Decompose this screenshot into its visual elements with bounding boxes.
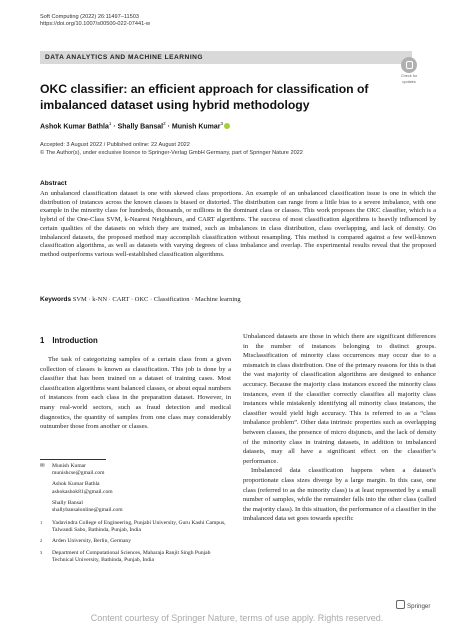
publication-dates — [40, 142, 303, 157]
corresponding-contacts — [40, 463, 123, 514]
keywords — [40, 296, 241, 303]
springer-horse-icon — [396, 600, 405, 609]
author-affiliation-mark: 2 — [163, 121, 166, 126]
keywords-list: SVM · k-NN · CART · OKC · Classification · Machine learning — [72, 296, 241, 303]
check-updates-label-2: updates — [402, 79, 416, 84]
orcid-icon[interactable] — [224, 123, 230, 129]
intro-right-column — [243, 332, 436, 524]
paper-title: OKC classifier: an efficient approach for classification of imbalanced dataset using hybrid methodology — [40, 82, 369, 112]
contact-email[interactable]: shallybansalonline@gmail.com — [52, 507, 123, 514]
affiliation-item: 2 Arden University, Berlin, Germany — [40, 538, 132, 545]
courtesy-footer: Content courtesy of Springer Nature, terms of use apply. Rights reserved. — [90, 613, 384, 623]
footnote-divider — [40, 459, 106, 460]
section-title: Introduction — [52, 336, 98, 345]
affiliation-item: 1 Yadavindra College of Engineering, Punjabi University, Guru Kashi Campus, Talwandi Sabo, Bathinda, Punjab, India — [40, 520, 226, 534]
check-for-updates-button[interactable] — [398, 57, 420, 84]
journal-citation — [40, 14, 150, 28]
author-separator: · — [111, 123, 118, 131]
intro-right-paragraph-2: Imbalanced data classification happens when a dataset’s proportionate class sizes diverge by a large margin. In this case, one class (referred to as the minority class) is at least represented by a small number of samples, while the remainder falls into the other class (called the majority class). In this situation, the performance of a classifier in the imbalanced data set goes towards specific — [243, 467, 436, 523]
publisher-logo — [396, 600, 430, 610]
intro-right-paragraph-1: Unbalanced datasets are those in which there are significant differences in the number of instances belonging to distinct groups. Misclassification of minority class occurrences may occur due to a mismatch in class distribution. One of the primary reasons for this is that the vast majority of classification algorithms are designed to enhance accuracy. Because the majority class instances exceed the minority class instances, even if the classifier correctly classifies all majority class instances while mistakenly identifying all minority class instances, the classifier would yield high accuracy. This is referred to as a “class imbalance problem”. Other data intrinsic properties such as overlapping between classes, the presence of micro disjuncts, and the lack of density of the minority class in training datasets, in addition to imbalanced datasets, may all have a significant effect on the classifier’s performance. — [243, 333, 436, 465]
contact-email[interactable]: ashokashok81@gmail.com — [52, 488, 113, 495]
keywords-label: Keywords — [40, 296, 72, 303]
copyright-line: © The Author(s), under exclusive licence to Springer-Verlag GmbH Germany, part of Springer Nature 2022 — [40, 149, 303, 156]
contact-name: Ashok Kumar Bathla — [52, 481, 100, 488]
affiliation-item: 3 Department of Computational Sciences, Maharaja Ranjit Singh Punjab Technical University, Bathinda, Punjab, India — [40, 549, 211, 563]
author-affiliation-mark: 1 — [108, 121, 112, 126]
contact-email[interactable]: munishcse@gmail.com — [52, 470, 105, 477]
author-list — [40, 121, 230, 130]
publisher-name: Springer — [407, 603, 431, 610]
author-name[interactable]: Munish Kumar — [171, 123, 221, 131]
author-name[interactable]: Ashok Kumar Bathla — [40, 123, 109, 131]
intro-left-paragraph: The task of categorizing samples of a certain class from a given collection of classes is known as classification. This job is done by a classifier that has been trained on a dataset of training cases. Most classification algorithms want balanced classes, or about equal numbers of instances from each class in the preparation dataset. However, in many real-world sectors, such as fraud detection and medical diagnostics, the quantity of samples from one class may considerably outnumber those from another or classes. — [40, 356, 231, 431]
contact-name: Shally Bansal — [52, 499, 83, 506]
section-number: 1 — [40, 336, 45, 345]
abstract-body: An unbalanced classification dataset is one with skewed class proportions. An example of an unbalanced classification issue is one in which the distribution of instances across the known classes is biased or distorted. The distribution can range from a little bias to a severe imbalance, with one example in the minority class for hundreds, thousands, or millions in the dominant class or classes. This work proposes the OKC classifier, which is a hybrid of the One-Class SVM, k-Nearest Neighbours, and CART algorithms. The success of most classification algorithms is heavily influenced by certain qualities of the datasets on which they are trained, such as imbalances in class distribution, class overlapping, and lack of density. On imbalanced datasets, the proposed method may accomplish classification without resampling. This method is compared against a few well-known classification algorithms, as well as datasets with varying degrees of class imbalance and overlap. The experimental results reveal that the proposed method outperforms various well-established classification algorithms. — [40, 190, 436, 258]
abstract-heading: Abstract — [40, 180, 67, 187]
author-name[interactable]: Shally Bansal — [117, 123, 164, 131]
check-updates-label-1: Check for — [400, 74, 418, 78]
affiliation-list — [40, 520, 231, 568]
section-banner: DATA ANALYTICS AND MACHINE LEARNING — [40, 51, 412, 64]
accepted-published-line: Accepted: 3 August 2022 / Published online: 22 August 2022 — [40, 142, 190, 148]
doi-link[interactable]: https://doi.org/10.1007/s00500-022-07441-w — [40, 21, 151, 27]
author-affiliation-mark: 3 — [220, 121, 224, 126]
journal-volume-line: Soft Computing (2022) 26:11497–11503 — [40, 14, 139, 20]
contact-name: Munish Kumar — [52, 463, 87, 469]
author-separator: · — [165, 123, 172, 131]
envelope-icon: ✉ — [40, 463, 45, 469]
section-heading-introduction — [40, 336, 98, 345]
check-updates-icon — [401, 57, 417, 73]
